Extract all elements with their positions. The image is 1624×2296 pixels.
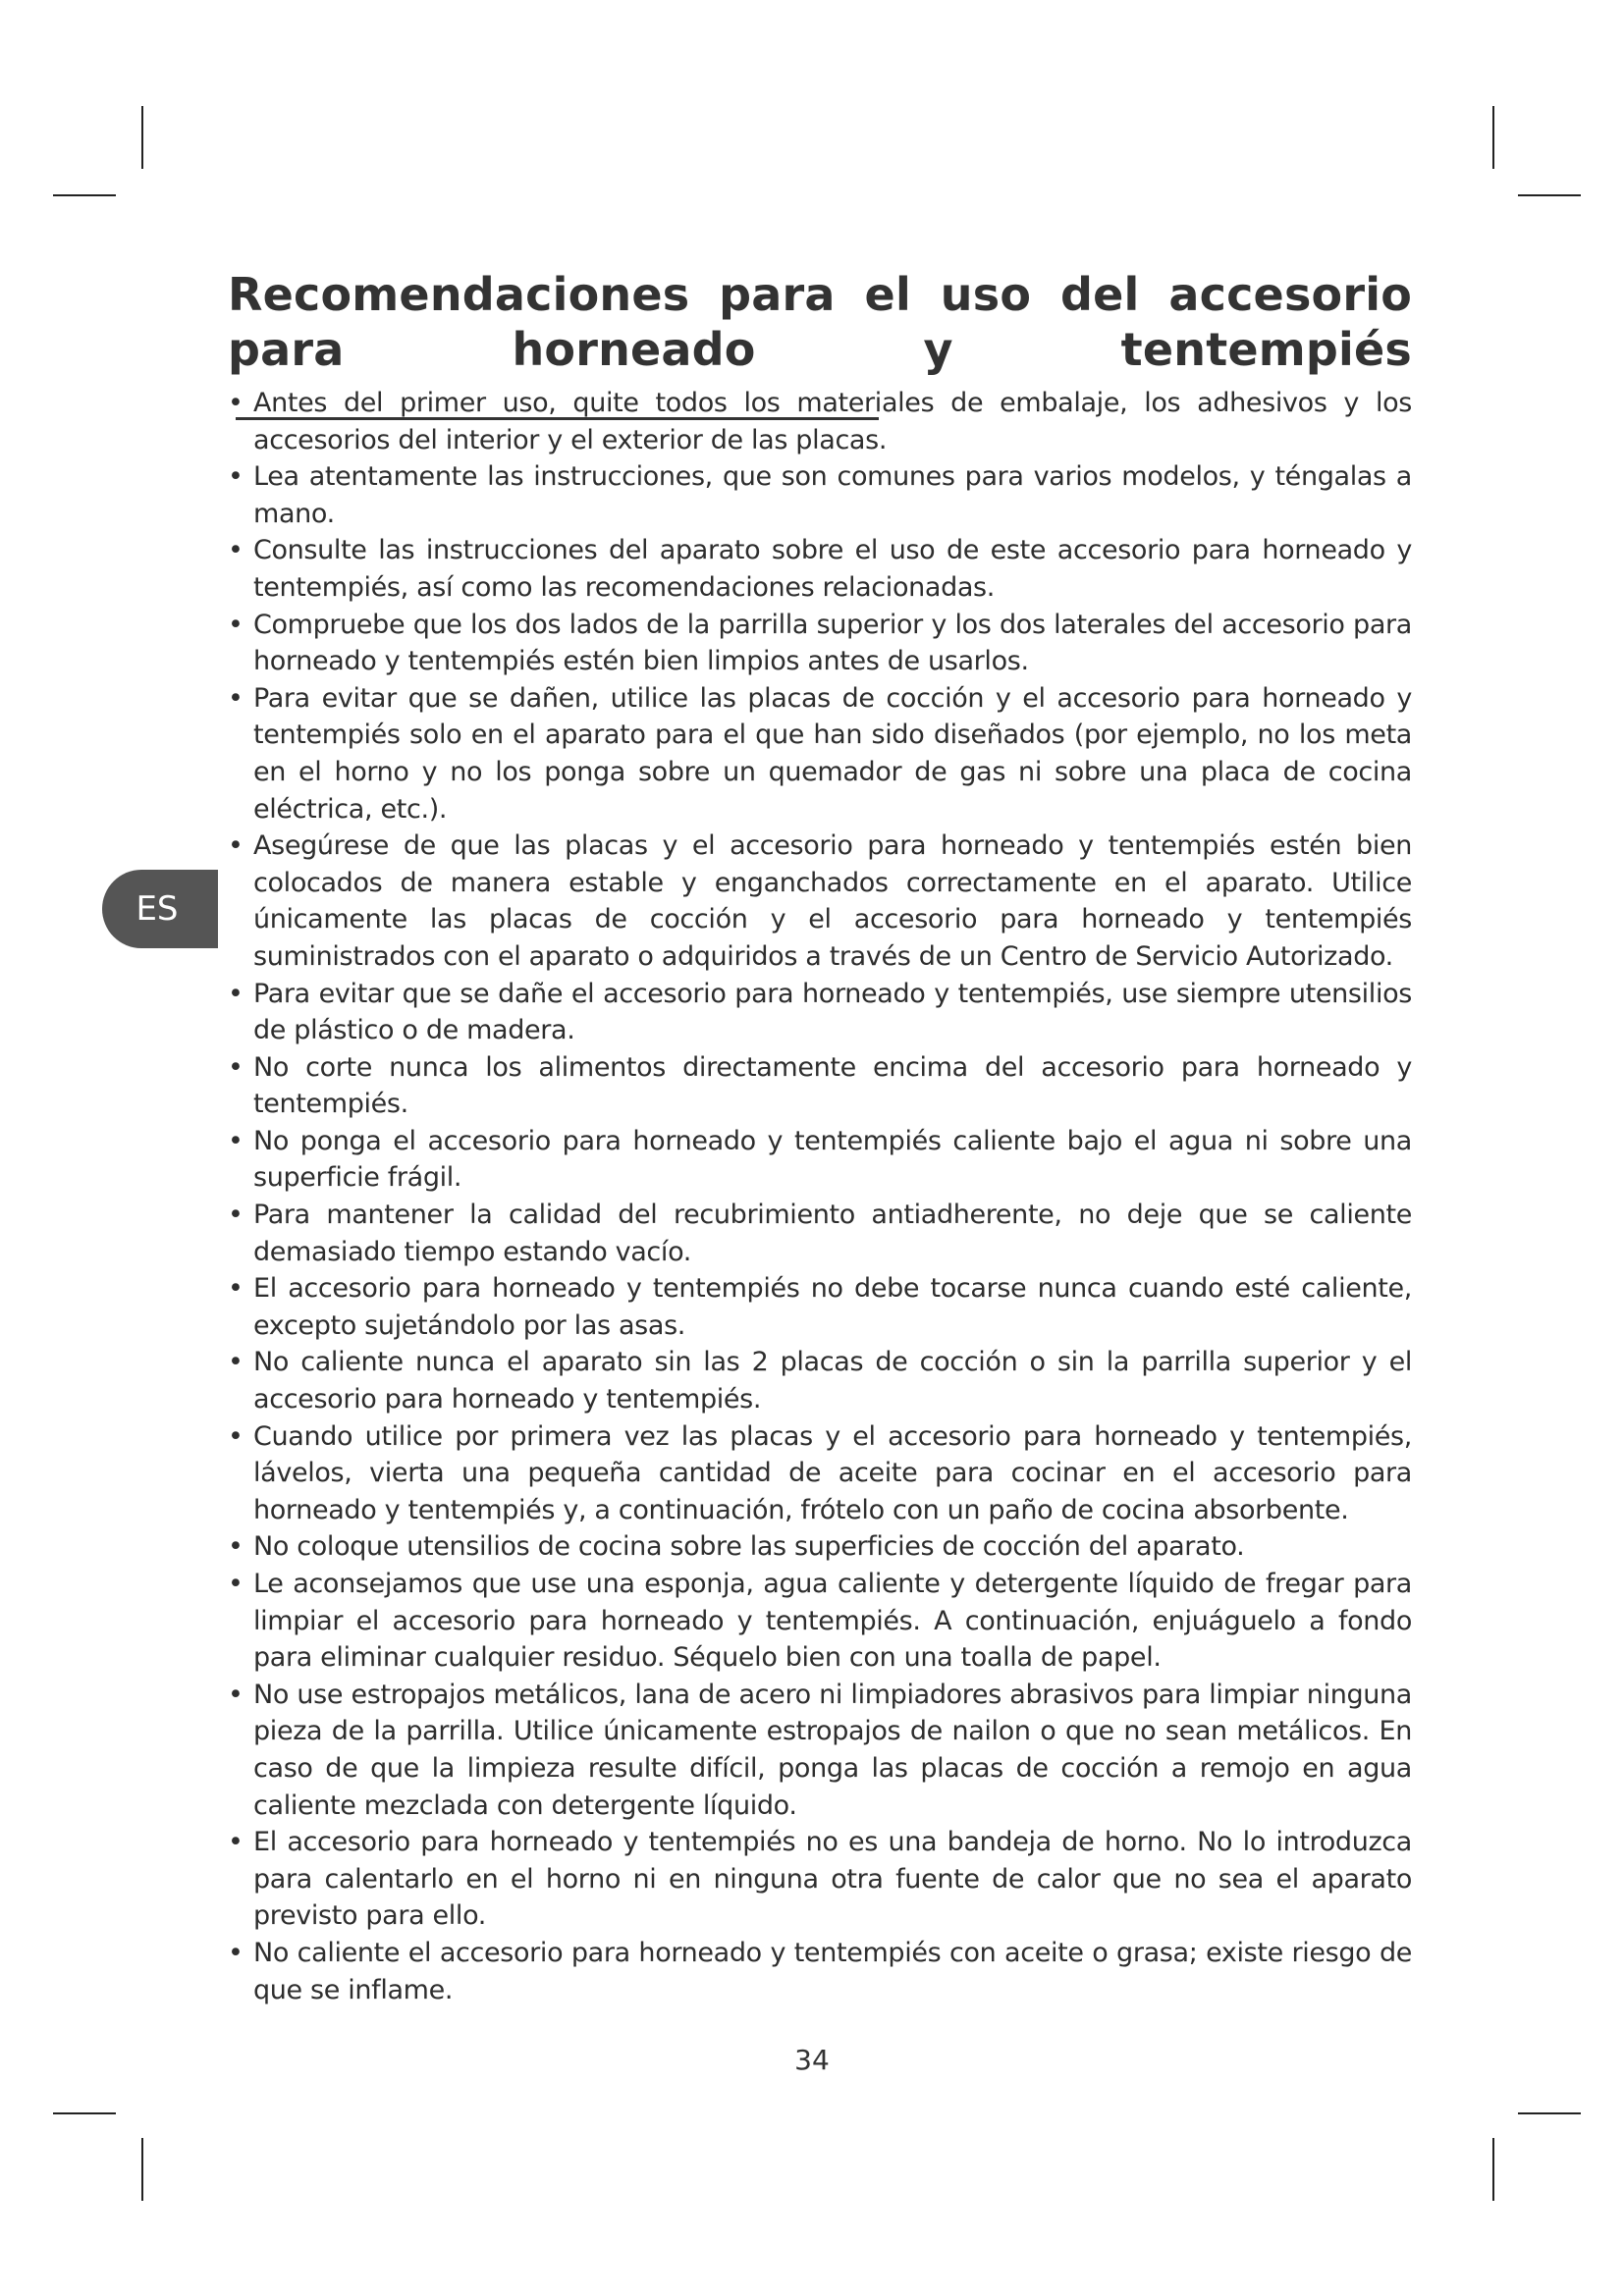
list-item: • No use estropajos metálicos, lana de acero ni limpiadores abrasivos para limpiar ninguna pieza de la parrilla. Utilice únicamente estropajos de nailon o que no sean metálicos. En caso de que la limpieza resulte difícil, ponga las placas de cocción a remojo en agua caliente mezclada con detergente líquido. xyxy=(228,1677,1412,1824)
list-item: • No corte nunca los alimentos directamente encima del accesorio para horneado y tentempiés. xyxy=(228,1049,1412,1123)
crop-mark-bottom-right-horizontal xyxy=(1518,2112,1581,2114)
list-item: • No caliente nunca el aparato sin las 2 placas de cocción o sin la parrilla superior y el accesorio para horneado y tentempiés. xyxy=(228,1344,1412,1417)
list-item: • No coloque utensilios de cocina sobre las superficies de cocción del aparato. xyxy=(228,1528,1412,1566)
list-item: • No ponga el accesorio para horneado y tentempiés caliente bajo el agua ni sobre una superficie frágil. xyxy=(228,1123,1412,1197)
list-item: • El accesorio para horneado y tentempiés no es una bandeja de horno. No lo introduzca para calentarlo en el horno ni en ninguna otra fuente de calor que no sea el aparato previsto para ello. xyxy=(228,1824,1412,1935)
crop-mark-top-left-horizontal xyxy=(53,194,116,196)
list-item: • Para evitar que se dañen, utilice las placas de cocción y el accesorio para horneado y tentempiés solo en el aparato para el que han sido diseñados (por ejemplo, no los meta en el horno y no los ponga sobre un quemador de gas ni sobre una placa de cocina eléctrica, etc.). xyxy=(228,680,1412,828)
crop-mark-bottom-left-horizontal xyxy=(53,2112,116,2114)
list-item: • Para evitar que se dañe el accesorio para horneado y tentempiés, use siempre utensilios de plástico o de madera. xyxy=(228,976,1412,1049)
list-item: • Asegúrese de que las placas y el accesorio para horneado y tentempiés estén bien colocados de manera estable y enganchados correctamente en el aparato. Utilice únicamente las placas de cocción y el accesorio para horneado y tentempiés suministrados con el aparato o adquiridos a través de un Centro de Servicio Autorizado. xyxy=(228,828,1412,975)
page-number: 34 xyxy=(794,2044,830,2076)
page-title-text: Recomendaciones para el uso del accesorio para horneado y tentempiés xyxy=(228,268,1412,376)
list-item: • Cuando utilice por primera vez las placas y el accesorio para horneado y tentempiés, lávelos, vierta una pequeña cantidad de aceite para cocinar en el accesorio para horneado y tentempiés y, a continuación, frótelo con un paño de cocina absorbente. xyxy=(228,1418,1412,1529)
list-item: • Le aconsejamos que use una esponja, agua caliente y detergente líquido de fregar para limpiar el accesorio para horneado y tentempiés. A continuación, enjuáguelo a fondo para eliminar cualquier residuo. Séquelo bien con una toalla de papel. xyxy=(228,1566,1412,1677)
list-item: • El accesorio para horneado y tentempiés no debe tocarse nunca cuando esté caliente, excepto sujetándolo por las asas. xyxy=(228,1270,1412,1344)
list-item: • No caliente el accesorio para horneado y tentempiés con aceite o grasa; existe riesgo de que se inflame. xyxy=(228,1935,1412,2008)
crop-mark-top-left-vertical xyxy=(141,106,143,169)
list-item: • Compruebe que los dos lados de la parrilla superior y los dos laterales del accesorio para horneado y tentempiés estén bien limpios antes de usarlos. xyxy=(228,607,1412,680)
crop-mark-top-right-vertical xyxy=(1492,106,1494,169)
language-tab: ES xyxy=(102,870,218,948)
list-item: • Consulte las instrucciones del aparato sobre el uso de este accesorio para horneado y tentempiés, así como las recomendaciones relacionadas. xyxy=(228,532,1412,606)
recommendations-list xyxy=(228,385,1412,2008)
list-item: • Antes del primer uso, quite todos los materiales de embalaje, los adhesivos y los accesorios del interior y el exterior de las placas. xyxy=(228,385,1412,458)
crop-mark-top-right-horizontal xyxy=(1518,194,1581,196)
crop-mark-bottom-right-vertical xyxy=(1492,2138,1494,2201)
list-item: • Lea atentamente las instrucciones, que son comunes para varios modelos, y téngalas a mano. xyxy=(228,458,1412,532)
crop-mark-bottom-left-vertical xyxy=(141,2138,143,2201)
list-item: • Para mantener la calidad del recubrimiento antiadherente, no deje que se caliente demasiado tiempo estando vacío. xyxy=(228,1197,1412,1270)
